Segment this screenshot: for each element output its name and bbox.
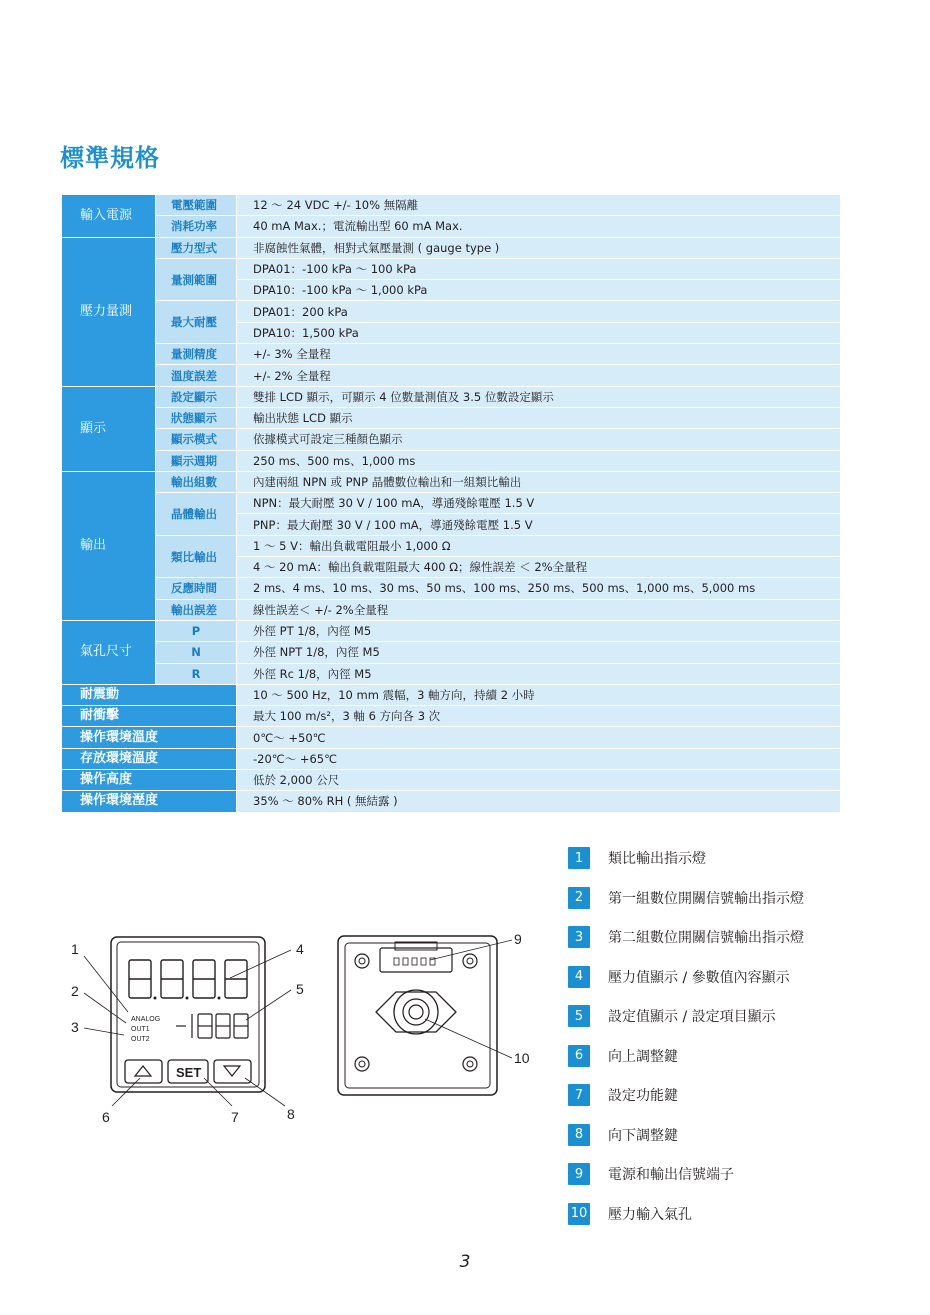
table-row <box>62 365 840 386</box>
spec-label: 量測精度 <box>156 344 237 365</box>
spec-label: 溫度誤差 <box>156 365 237 386</box>
table-row <box>62 578 840 599</box>
legend-number: 4 <box>568 966 590 988</box>
spec-label: 顯示週期 <box>156 451 237 472</box>
spec-value: 低於 2,000 公尺 <box>237 770 840 791</box>
legend-label: 第一組數位開關信號輸出指示燈 <box>608 890 804 907</box>
spec-label: 輸出誤差 <box>156 600 237 621</box>
table-row <box>62 238 840 259</box>
legend-label: 第二組數位開關信號輸出指示燈 <box>608 930 804 946</box>
table-row <box>62 770 840 791</box>
spec-value: 外徑 PT 1/8，內徑 M5 <box>237 621 840 642</box>
legend-number: 5 <box>568 1005 590 1027</box>
device-diagram <box>0 920 560 1140</box>
legend-label: 電源和輸出信號端子 <box>608 1167 734 1183</box>
spec-value: 35% ～ 80% RH ( 無結露 ) <box>237 791 840 812</box>
legend-label: 向上調整鍵 <box>608 1048 678 1065</box>
spec-value: 4 ～ 20 mA：輸出負載電阻最大 400 Ω；線性誤差 ＜ 2%全量程 <box>237 557 840 578</box>
table-row <box>62 429 840 450</box>
screw-hole-icon <box>355 1057 369 1071</box>
table-row <box>62 493 840 514</box>
legend-label: 向下調整鍵 <box>608 1127 678 1144</box>
spec-value: DPA10：1,500 kPa <box>237 323 840 344</box>
spec-value: 10 ～ 500 Hz，10 mm 震幅，3 軸方向，持續 2 小時 <box>237 685 840 706</box>
back-view <box>338 936 512 1095</box>
up-key[interactable] <box>125 1060 162 1083</box>
spec-value: 2 ms、4 ms、10 ms、30 ms、50 ms、100 ms、250 ms、500 ms、1,000 ms、5,000 ms <box>237 578 840 599</box>
spec-label: 量測範圍 <box>156 259 237 302</box>
spec-value: 輸出狀態 LCD 顯示 <box>237 408 840 429</box>
legend-number: 7 <box>568 1084 590 1106</box>
callout-9: 9 <box>514 931 522 947</box>
callout-2: 2 <box>71 983 79 999</box>
spec-label: P <box>156 621 237 642</box>
down-key[interactable] <box>214 1060 251 1083</box>
callout-5: 5 <box>296 981 304 997</box>
spec-label: 狀態顯示 <box>156 408 237 429</box>
spec-label: N <box>156 642 237 663</box>
spec-label: 耐震動 <box>62 685 237 706</box>
table-row <box>62 685 840 706</box>
spec-label: 電壓範圍 <box>156 195 237 216</box>
spec-value: +/- 2% 全量程 <box>237 365 840 386</box>
table-row <box>62 642 840 663</box>
callout-1: 1 <box>71 941 79 957</box>
spec-label: 壓力型式 <box>156 238 237 259</box>
spec-value: PNP：最大耐壓 30 V / 100 mA，導通殘餘電壓 1.5 V <box>237 514 840 535</box>
spec-table <box>62 195 840 813</box>
group-display: 顯示 <box>62 387 156 472</box>
callout-10: 10 <box>514 1050 530 1066</box>
spec-value: 40 mA Max.；電流輸出型 60 mA Max. <box>237 216 840 237</box>
terminal-pins <box>394 958 435 965</box>
bottom-display <box>176 1014 248 1038</box>
terminal-block <box>380 948 452 972</box>
spec-label: 輸出組數 <box>156 472 237 493</box>
legend-item <box>568 1084 678 1106</box>
legend-number: 6 <box>568 1045 590 1067</box>
spec-value: DPA10：-100 kPa ～ 1,000 kPa <box>237 280 840 301</box>
spec-value: 雙排 LCD 顯示，可顯示 4 位數量測值及 3.5 位數設定顯示 <box>237 387 840 408</box>
indicator-out2-label: OUT2 <box>131 1036 150 1043</box>
table-row <box>62 536 840 557</box>
callout-7: 7 <box>231 1109 239 1125</box>
screw-hole-icon <box>463 1057 477 1071</box>
legend-number: 2 <box>568 887 590 909</box>
up-triangle-icon <box>135 1066 151 1076</box>
screw-hole-icon <box>463 954 477 968</box>
table-row <box>62 791 840 812</box>
spec-label: 顯示模式 <box>156 429 237 450</box>
table-row <box>62 706 840 727</box>
spec-label: 類比輸出 <box>156 536 237 579</box>
spec-value: 外徑 NPT 1/8，內徑 M5 <box>237 642 840 663</box>
spec-label: 消耗功率 <box>156 216 237 237</box>
spec-label: 存放環境溫度 <box>62 749 237 770</box>
spec-value: DPA01：-100 kPa ～ 100 kPa <box>237 259 840 280</box>
spec-label: 操作環境溫度 <box>62 727 237 748</box>
legend-item <box>568 1163 734 1185</box>
table-row <box>62 727 840 748</box>
spec-value: 內建兩組 NPN 或 PNP 晶體數位輸出和一組類比輸出 <box>237 472 840 493</box>
back-leader-lines <box>425 940 512 1058</box>
legend-item <box>568 966 790 988</box>
table-row <box>62 301 840 322</box>
spec-value: 12 ～ 24 VDC +/- 10% 無隔離 <box>237 195 840 216</box>
page-title: 標準規格 <box>60 144 160 172</box>
legend-item <box>568 847 706 869</box>
legend-label: 設定功能鍵 <box>608 1088 678 1104</box>
table-row <box>62 387 840 408</box>
set-key-label: SET <box>176 1065 202 1080</box>
indicator-analog-label: ANALOG <box>131 1016 161 1023</box>
spec-value: 0℃～ +50℃ <box>237 727 840 748</box>
legend-item <box>568 887 804 909</box>
table-row <box>62 749 840 770</box>
table-row <box>62 600 840 621</box>
page-number: 3 <box>459 1252 471 1272</box>
legend-label: 設定值顯示 / 設定項目顯示 <box>608 1009 776 1025</box>
table-row <box>62 408 840 429</box>
spec-value: +/- 3% 全量程 <box>237 344 840 365</box>
spec-value: -20℃～ +65℃ <box>237 749 840 770</box>
legend-item <box>568 1005 776 1027</box>
spec-value: DPA01：200 kPa <box>237 301 840 322</box>
table-row <box>62 344 840 365</box>
legend-number: 9 <box>568 1163 590 1185</box>
spec-value: 線性誤差＜ +/- 2%全量程 <box>237 600 840 621</box>
spec-label: 反應時間 <box>156 578 237 599</box>
table-row <box>62 195 840 216</box>
spec-value: 外徑 Rc 1/8，內徑 M5 <box>237 664 840 685</box>
spec-label: 操作高度 <box>62 770 237 791</box>
spec-value: 依據模式可設定三種顏色顯示 <box>237 429 840 450</box>
legend-number: 10 <box>568 1203 590 1225</box>
callout-3: 3 <box>71 1019 79 1035</box>
group-pressure: 壓力量測 <box>62 238 156 387</box>
spec-value: 1 ～ 5 V：輸出負載電阻最小 1,000 Ω <box>237 536 840 557</box>
pressure-port-icon <box>409 1005 423 1019</box>
spec-label: 設定顯示 <box>156 387 237 408</box>
legend-label: 壓力輸入氣孔 <box>608 1206 692 1223</box>
top-display <box>129 960 247 998</box>
legend-label: 類比輸出指示燈 <box>608 851 706 867</box>
legend-item <box>568 1124 678 1146</box>
table-row <box>62 451 840 472</box>
table-row <box>62 621 840 642</box>
callout-8: 8 <box>287 1106 295 1122</box>
group-port: 氣孔尺寸 <box>62 621 156 685</box>
callout-6: 6 <box>102 1109 110 1125</box>
spec-value: 最大 100 m/s²，3 軸 6 方向各 3 次 <box>237 706 840 727</box>
legend-label: 壓力值顯示 / 參數值內容顯示 <box>608 969 790 986</box>
down-triangle-icon <box>224 1066 240 1076</box>
table-row <box>62 259 840 280</box>
spec-value: 250 ms、500 ms、1,000 ms <box>237 451 840 472</box>
spec-label: R <box>156 664 237 685</box>
callout-4: 4 <box>296 941 304 957</box>
legend-number: 1 <box>568 847 590 869</box>
legend-number: 8 <box>568 1124 590 1146</box>
spec-label: 最大耐壓 <box>156 301 237 344</box>
port-ring <box>394 990 438 1034</box>
table-row <box>62 216 840 237</box>
screw-hole-icon <box>355 954 369 968</box>
front-view <box>84 937 291 1106</box>
table-row <box>62 472 840 493</box>
spec-label: 操作環境溼度 <box>62 791 237 812</box>
legend-number: 3 <box>568 926 590 948</box>
spec-value: NPN：最大耐壓 30 V / 100 mA，導通殘餘電壓 1.5 V <box>237 493 840 514</box>
hex-fitting <box>376 992 456 1032</box>
indicator-out1-label: OUT1 <box>131 1026 150 1033</box>
spec-label: 耐衝擊 <box>62 706 237 727</box>
legend-item <box>568 926 804 948</box>
table-row <box>62 664 840 685</box>
legend-item <box>568 1203 692 1225</box>
group-output: 輸出 <box>62 472 156 621</box>
spec-value: 非腐蝕性氣體，相對式氣壓量測 ( gauge type ) <box>237 238 840 259</box>
legend-item <box>568 1045 678 1067</box>
group-power: 輸入電源 <box>62 195 156 238</box>
spec-label: 晶體輸出 <box>156 493 237 536</box>
